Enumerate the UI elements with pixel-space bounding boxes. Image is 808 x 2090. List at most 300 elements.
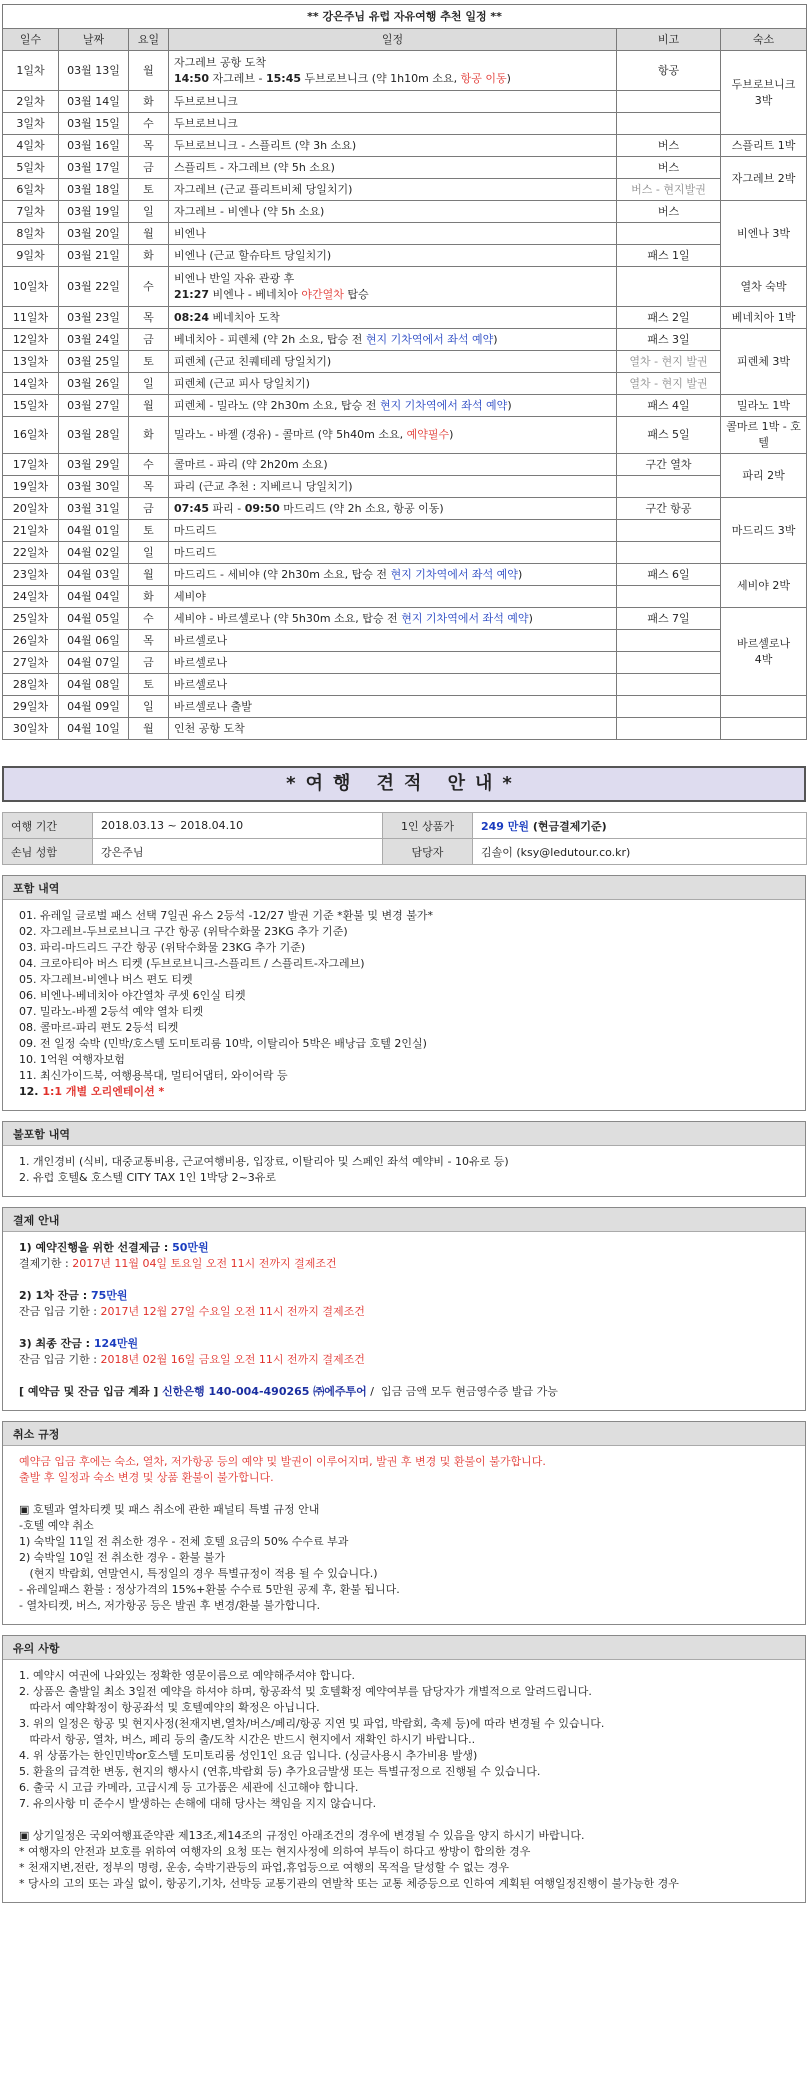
text-segment: 피렌체 - 밀라노 (약 2h30m 소요, 탑승 전 [174, 398, 380, 412]
date-cell: 04월 10일 [59, 718, 129, 740]
text-segment: 07:45 [174, 501, 210, 515]
header-schedule: 일정 [169, 29, 617, 51]
schedule-line [174, 332, 611, 348]
dow-cell: 화 [129, 91, 169, 113]
schedule-line [174, 545, 611, 561]
info-section [2, 1635, 806, 1903]
text-segment: 1. 개인경비 (식비, 대중교통비용, 근교여행비용, 입장료, 이탈리아 및 스페인 좌석 예약비 - 10유로 등) [19, 1155, 509, 1168]
price-label: 1인 상품가 [383, 813, 473, 839]
schedule-cell [169, 586, 617, 608]
text-segment: 4. 위 상품가는 한인민박or호스텔 도미토리룸 성인1인 요금 입니다. (싱글사용시 추가비용 발생) [19, 1749, 478, 1762]
text-segment: 09. 전 일정 숙박 (민박/호스텔 도미토리룸 10박, 이탈리아 5박은 배낭급 호텔 2인실) [19, 1037, 427, 1050]
lodging-line: 열차 숙박 [740, 279, 787, 293]
text-segment: 두브로브니크 (약 1h10m 소요, [301, 71, 461, 85]
text-segment: 75만원 [90, 1289, 128, 1302]
date-cell: 04월 07일 [59, 652, 129, 674]
name-label: 손님 성함 [3, 839, 93, 865]
text-segment: 08:24 [174, 310, 210, 324]
note-cell: 패스 6일 [617, 564, 721, 586]
section-line [19, 1256, 789, 1272]
note-cell [617, 113, 721, 135]
section-line [19, 1320, 789, 1336]
text-segment: 항공 이동 [460, 71, 507, 85]
day-cell: 10일차 [3, 267, 59, 307]
text-segment: 두브로브니크 [174, 94, 238, 108]
section-line [19, 940, 789, 956]
text-segment: 비엔나 - 베네치아 [209, 287, 302, 301]
section-line [19, 1812, 789, 1828]
text-segment: 5. 환율의 급격한 변동, 현지의 행사시 (연휴,박람회 등) 추가요금발생 또는 특별규정으로 진행될 수 있습니다. [19, 1765, 541, 1778]
schedule-line [174, 160, 611, 176]
note-cell [617, 91, 721, 113]
text-segment: 탑승 [343, 287, 369, 301]
day-cell: 12일차 [3, 329, 59, 351]
dow-cell: 일 [129, 696, 169, 718]
itinerary-row [3, 696, 807, 718]
lodging-line: 파리 2박 [742, 468, 785, 482]
text-segment: 비엔나 반일 자유 관광 후 [174, 271, 295, 285]
section-line [19, 956, 789, 972]
dow-cell: 목 [129, 476, 169, 498]
section-body [3, 1446, 805, 1624]
text-segment: 현지 기차역에서 좌석 예약 [365, 332, 494, 346]
schedule-cell [169, 608, 617, 630]
date-cell: 03월 23일 [59, 307, 129, 329]
text-segment: ) [507, 398, 512, 412]
note-cell [617, 696, 721, 718]
schedule-cell [169, 223, 617, 245]
lodging-cell [721, 307, 807, 329]
text-segment: ) [493, 332, 498, 346]
date-cell: 04월 08일 [59, 674, 129, 696]
schedule-line [174, 248, 611, 264]
schedule-cell [169, 718, 617, 740]
schedule-cell [169, 373, 617, 395]
schedule-cell [169, 454, 617, 476]
lodging-cell [721, 201, 807, 267]
text-segment: 01. 유레일 글로벌 패스 선택 7일권 유스 2등석 -12/27 발권 기준 *환불 및 변경 불가* [19, 909, 434, 922]
text-segment: - 유레일패스 환불 : 정상가격의 15%+환불 수수료 5만원 공제 후, 환불 됩니다. [19, 1583, 400, 1596]
note-cell: 열차 - 현지 발권 [617, 351, 721, 373]
lodging-line: 3박 [754, 93, 773, 107]
lodging-line: 비엔나 3박 [737, 226, 791, 240]
date-cell: 04월 03일 [59, 564, 129, 586]
header-day: 일수 [3, 29, 59, 51]
section-line [19, 1780, 789, 1796]
section-line [19, 1486, 789, 1502]
info-section [2, 1207, 806, 1411]
schedule-line [174, 721, 611, 737]
schedule-cell [169, 417, 617, 454]
text-segment: 2017년 12월 27일 수요일 오전 11시 전까지 결제조건 [100, 1305, 365, 1318]
section-title: 불포함 내역 [3, 1122, 805, 1146]
section-line [19, 1454, 789, 1470]
text-segment: 두브로브니크 - 스플리트 (약 3h 소요) [174, 138, 357, 152]
text-segment: 2) 숙박일 10일 전 취소한 경우 - 환불 불가 [19, 1551, 225, 1564]
note-cell: 구간 열차 [617, 454, 721, 476]
text-segment: 2017년 11월 04일 토요일 오전 11시 전까지 결제조건 [72, 1257, 337, 1270]
section-line [19, 1716, 789, 1732]
schedule-cell [169, 520, 617, 542]
note-cell: 버스 [617, 157, 721, 179]
text-segment: 파리 - [209, 501, 245, 515]
itinerary-row [3, 91, 807, 113]
itinerary-row [3, 351, 807, 373]
section-line [19, 1566, 789, 1582]
schedule-line [174, 310, 611, 326]
text-segment: 세비야 [174, 589, 206, 603]
section-line [19, 1684, 789, 1700]
lodging-cell [721, 267, 807, 307]
schedule-line [174, 182, 611, 198]
day-cell: 7일차 [3, 201, 59, 223]
note-cell [617, 542, 721, 564]
text-segment: ) [528, 611, 533, 625]
day-cell: 25일차 [3, 608, 59, 630]
schedule-cell [169, 696, 617, 718]
lodging-cell [721, 564, 807, 608]
schedule-cell [169, 476, 617, 498]
day-cell: 23일차 [3, 564, 59, 586]
itinerary-row [3, 564, 807, 586]
text-segment: ) [449, 428, 454, 441]
date-cell: 03월 22일 [59, 267, 129, 307]
lodging-line: 4박 [754, 652, 773, 666]
text-segment: 자그레브 - [209, 71, 266, 85]
day-cell: 19일차 [3, 476, 59, 498]
schedule-cell [169, 395, 617, 417]
itinerary-row [3, 373, 807, 395]
schedule-cell [169, 542, 617, 564]
itinerary-row [3, 630, 807, 652]
section-line [19, 1582, 789, 1598]
lodging-line: 피렌체 3박 [737, 354, 791, 368]
schedule-cell [169, 245, 617, 267]
date-cell: 03월 18일 [59, 179, 129, 201]
note-cell [617, 520, 721, 542]
day-cell: 5일차 [3, 157, 59, 179]
schedule-line [174, 655, 611, 671]
text-segment: / 입금 금액 모두 현금영수증 발급 가능 [366, 1385, 558, 1398]
text-segment: 자그레브 - 비엔나 (약 5h 소요) [174, 204, 325, 218]
section-line [19, 1170, 789, 1186]
schedule-line [174, 699, 611, 715]
date-cell: 03월 31일 [59, 498, 129, 520]
dow-cell: 화 [129, 586, 169, 608]
lodging-line: 베네치아 1박 [731, 310, 796, 324]
header-dow: 요일 [129, 29, 169, 51]
section-line [19, 1336, 789, 1352]
itinerary-row [3, 454, 807, 476]
text-segment: 05. 자그레브-비엔나 버스 편도 티켓 [19, 973, 193, 986]
day-cell: 2일차 [3, 91, 59, 113]
day-cell: 27일차 [3, 652, 59, 674]
text-segment: 따라서 항공, 열차, 버스, 페리 등의 출/도착 시간은 반드시 현지에서 재확인 하시기 바랍니다.. [19, 1733, 476, 1746]
text-segment: 2018년 02월 16일 금요일 오전 11시 전까지 결제조건 [100, 1353, 365, 1366]
lodging-cell [721, 417, 807, 454]
date-cell: 03월 27일 [59, 395, 129, 417]
text-segment: 파리 (근교 추천 : 지베르니 당일치기) [174, 479, 353, 493]
manager-value: 김솔이 (ksy@ledutour.co.kr) [473, 839, 807, 865]
info-section [2, 875, 806, 1111]
lodging-cell [721, 135, 807, 157]
schedule-cell [169, 351, 617, 373]
date-cell: 03월 30일 [59, 476, 129, 498]
itinerary-header-row [3, 29, 807, 51]
date-cell: 04월 01일 [59, 520, 129, 542]
date-cell: 03월 26일 [59, 373, 129, 395]
section-line [19, 1518, 789, 1534]
text-segment: 마드리드 [174, 545, 217, 559]
section-body [3, 1660, 805, 1902]
section-line [19, 1368, 789, 1384]
dow-cell: 토 [129, 351, 169, 373]
text-segment: 신한은행 140-004-490265 ㈜에주투어 [162, 1385, 367, 1398]
text-segment: 3) 최종 잔금 : [19, 1337, 94, 1350]
section-title: 결제 안내 [3, 1208, 805, 1232]
section-line [19, 1084, 789, 1100]
schedule-cell [169, 113, 617, 135]
itinerary-row [3, 395, 807, 417]
day-cell: 4일차 [3, 135, 59, 157]
note-cell: 버스 - 현지발권 [617, 179, 721, 201]
note-cell [617, 630, 721, 652]
section-line [19, 1502, 789, 1518]
text-segment: 두브로브니크 [174, 116, 238, 130]
text-segment: 바르셀로나 [174, 677, 228, 691]
info-section [2, 1121, 806, 1197]
text-segment: 07. 밀라노-바젤 2등석 예약 열차 티켓 [19, 1005, 204, 1018]
text-segment: 자그레브 (근교 플리트비체 당일치기) [174, 182, 353, 196]
day-cell: 21일차 [3, 520, 59, 542]
lodging-line: 자그레브 2박 [731, 171, 796, 185]
text-segment: 마드리드 - 세비야 (약 2h30m 소요, 탑승 전 [174, 567, 391, 581]
text-segment: 1. 예약시 여권에 나와있는 정확한 영문이름으로 예약해주셔야 합니다. [19, 1669, 355, 1682]
text-segment: 6. 출국 시 고급 카메라, 고급시계 등 고가품은 세관에 신고해야 합니다. [19, 1781, 359, 1794]
section-line [19, 1828, 789, 1844]
header-note: 비고 [617, 29, 721, 51]
section-line [19, 1796, 789, 1812]
dow-cell: 토 [129, 520, 169, 542]
dow-cell: 목 [129, 135, 169, 157]
text-segment: 따라서 예약확정이 항공좌석 및 호텔예약의 확정은 아닙니다. [19, 1701, 320, 1714]
text-segment: 현지 기차역에서 좌석 예약 [379, 398, 508, 412]
section-line [19, 1304, 789, 1320]
date-cell: 03월 20일 [59, 223, 129, 245]
price-amount: 249 만원 [481, 819, 530, 833]
text-segment: 15:45 [265, 71, 301, 85]
date-cell: 04월 05일 [59, 608, 129, 630]
section-line [19, 1764, 789, 1780]
text-segment: * 천재지변,전란, 정부의 명령, 운송, 숙박기관등의 파업,휴업등으로 여행의 목적을 달성할 수 없는 경우 [19, 1861, 509, 1874]
manager-label: 담당자 [383, 839, 473, 865]
day-cell: 16일차 [3, 417, 59, 454]
text-segment: 3. 위의 일정은 항공 및 현지사정(천재지변,열차/버스/페리/항공 지연 및 파업, 박람회, 축제 등)에 따라 변경될 수 있습니다. [19, 1717, 605, 1730]
dow-cell: 목 [129, 307, 169, 329]
text-segment: 바르셀로나 [174, 633, 228, 647]
dow-cell: 수 [129, 608, 169, 630]
schedule-line [174, 677, 611, 693]
schedule-line [174, 138, 611, 154]
text-segment: 비엔나 (근교 할슈타트 당일치기) [174, 248, 332, 262]
itinerary-row [3, 542, 807, 564]
dow-cell: 금 [129, 329, 169, 351]
schedule-line [174, 354, 611, 370]
text-segment: 비엔나 [174, 226, 206, 240]
text-segment: 1) 예약진행을 위한 선결제금 : [19, 1241, 173, 1254]
text-segment: 7. 유의사항 미 준수시 발생하는 손해에 대해 당사는 책임을 지지 않습니다. [19, 1797, 377, 1810]
text-segment: 10. 1억원 여행자보험 [19, 1053, 125, 1066]
itinerary-row [3, 223, 807, 245]
text-segment: 1:1 개별 오리엔테이션 * [42, 1085, 165, 1098]
itinerary-row [3, 520, 807, 542]
day-cell: 26일차 [3, 630, 59, 652]
day-cell: 11일차 [3, 307, 59, 329]
text-segment: 124만원 [93, 1337, 139, 1350]
text-segment: 예약필수 [406, 428, 450, 441]
text-segment: ▣ 호텔과 열차티켓 및 패스 취소에 관한 패널티 특별 규정 안내 [19, 1503, 320, 1516]
date-cell: 03월 29일 [59, 454, 129, 476]
date-cell: 03월 14일 [59, 91, 129, 113]
text-segment: 14:50 [174, 71, 210, 85]
schedule-cell [169, 201, 617, 223]
schedule-cell [169, 307, 617, 329]
note-cell [617, 223, 721, 245]
date-cell: 03월 28일 [59, 417, 129, 454]
section-line [19, 1288, 789, 1304]
section-body [3, 1232, 805, 1410]
date-cell: 03월 16일 [59, 135, 129, 157]
text-segment: 마드리드 (약 2h 소요, 항공 이동) [279, 501, 444, 515]
period-value: 2018.03.13 ~ 2018.04.10 [93, 813, 383, 839]
dow-cell: 월 [129, 718, 169, 740]
day-cell: 28일차 [3, 674, 59, 696]
dow-cell: 화 [129, 417, 169, 454]
note-cell: 패스 3일 [617, 329, 721, 351]
note-cell: 버스 [617, 201, 721, 223]
section-line [19, 972, 789, 988]
text-segment: 밀라노 - 바젤 (경유) - 콜마르 (약 5h40m 소요, [174, 428, 407, 441]
itinerary-row [3, 201, 807, 223]
dow-cell: 월 [129, 223, 169, 245]
schedule-line [174, 94, 611, 110]
schedule-line [174, 287, 611, 303]
schedule-line [174, 523, 611, 539]
section-line [19, 1052, 789, 1068]
schedule-cell [169, 179, 617, 201]
section-line [19, 1550, 789, 1566]
dow-cell: 수 [129, 454, 169, 476]
itinerary-row [3, 718, 807, 740]
note-cell: 패스 4일 [617, 395, 721, 417]
text-segment: 결제기한 : [19, 1257, 73, 1270]
schedule-line [174, 376, 611, 392]
section-line [19, 1154, 789, 1170]
itinerary-row [3, 476, 807, 498]
section-line [19, 1384, 789, 1400]
schedule-cell [169, 91, 617, 113]
dow-cell: 월 [129, 564, 169, 586]
text-segment: - 열차티켓, 버스, 저가항공 등은 발권 후 변경/환불 불가합니다. [19, 1599, 321, 1612]
text-segment: 현지 기차역에서 좌석 예약 [390, 567, 518, 581]
text-segment: * 당사의 고의 또는 과실 없이, 항공기,기차, 선박등 교통기관의 연발착 또는 교통 체증등으로 인하여 계획된 여행일정진행이 불가능한 경우 [19, 1877, 679, 1890]
schedule-cell [169, 498, 617, 520]
note-cell: 패스 7일 [617, 608, 721, 630]
section-line [19, 1036, 789, 1052]
text-segment: 06. 비엔나-베네치아 야간열차 쿠셋 6인실 티켓 [19, 989, 246, 1002]
text-segment: ) [506, 71, 511, 85]
day-cell: 14일차 [3, 373, 59, 395]
section-title: 취소 규정 [3, 1422, 805, 1446]
text-segment: 현지 기차역에서 좌석 예약 [401, 611, 529, 625]
date-cell: 03월 25일 [59, 351, 129, 373]
note-cell [617, 586, 721, 608]
date-cell: 03월 13일 [59, 51, 129, 91]
section-line [19, 1700, 789, 1716]
lodging-line: 바르셀로나 [736, 636, 791, 650]
text-segment: 마드리드 [174, 523, 217, 537]
text-segment: 바르셀로나 출발 [174, 699, 252, 713]
text-segment: 출발 후 일정과 숙소 변경 및 상품 환불이 불가합니다. [19, 1471, 274, 1484]
section-line [19, 1668, 789, 1684]
section-line [19, 924, 789, 940]
text-segment: 베네치아 도착 [209, 310, 280, 324]
text-segment: 콜마르 - 파리 (약 2h20m 소요) [174, 457, 328, 471]
itinerary-row [3, 245, 807, 267]
text-segment: 03. 파리-마드리드 구간 항공 (위탁수화물 23KG 추가 기준) [19, 941, 306, 954]
name-value: 강은주님 [93, 839, 383, 865]
note-cell: 패스 2일 [617, 307, 721, 329]
section-line [19, 1534, 789, 1550]
itinerary-title: ** 강은주님 유럽 자유여행 추천 일정 ** [3, 5, 807, 29]
itinerary-row [3, 307, 807, 329]
schedule-line [174, 567, 611, 583]
text-segment: 21:27 [174, 287, 210, 301]
dow-cell: 일 [129, 542, 169, 564]
dow-cell: 금 [129, 498, 169, 520]
dow-cell: 월 [129, 51, 169, 91]
lodging-cell [721, 157, 807, 201]
section-line [19, 988, 789, 1004]
note-cell: 버스 [617, 135, 721, 157]
lodging-line: 마드리드 3박 [731, 523, 796, 537]
schedule-cell [169, 135, 617, 157]
text-segment: 바르셀로나 [174, 655, 228, 669]
day-cell: 3일차 [3, 113, 59, 135]
itinerary-row [3, 267, 807, 307]
section-line [19, 1004, 789, 1020]
period-label: 여행 기간 [3, 813, 93, 839]
lodging-cell [721, 395, 807, 417]
lodging-cell [721, 51, 807, 135]
text-segment: 1) 숙박일 11일 전 취소한 경우 - 전체 호텔 요금의 50% 수수료 부과 [19, 1535, 349, 1548]
date-cell: 04월 06일 [59, 630, 129, 652]
schedule-cell [169, 51, 617, 91]
itinerary-row [3, 179, 807, 201]
itinerary-row [3, 417, 807, 454]
dow-cell: 화 [129, 245, 169, 267]
quote-title: *여행 견적 안내* [2, 766, 806, 802]
schedule-line [174, 226, 611, 242]
lodging-cell [721, 718, 807, 740]
date-cell: 03월 19일 [59, 201, 129, 223]
text-segment: 피렌체 (근교 피사 당일치기) [174, 376, 310, 390]
section-line [19, 908, 789, 924]
itinerary-row [3, 608, 807, 630]
day-cell: 9일차 [3, 245, 59, 267]
note-cell: 패스 5일 [617, 417, 721, 454]
note-cell: 패스 1일 [617, 245, 721, 267]
